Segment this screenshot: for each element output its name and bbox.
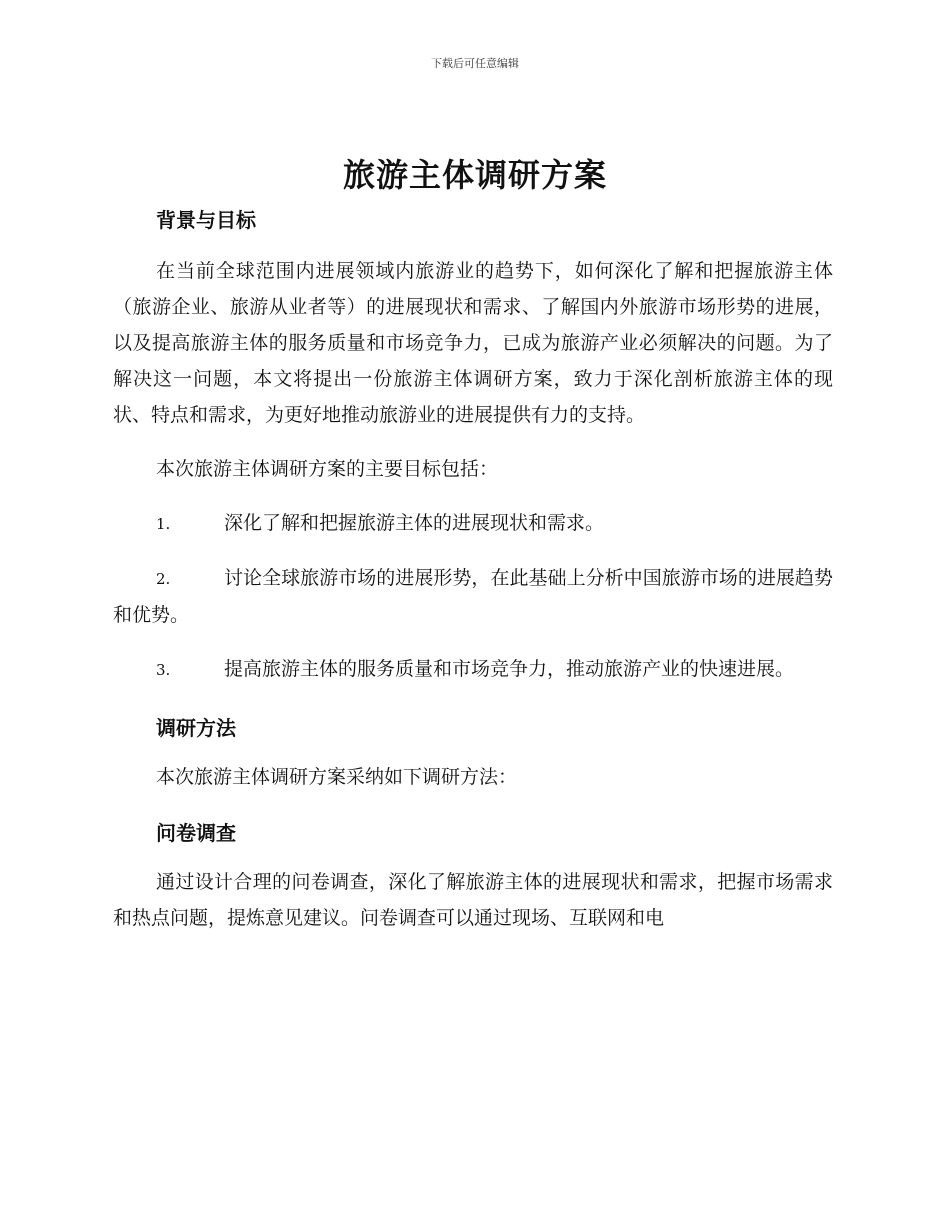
goal-text: 深化了解和把握旅游主体的进展现状和需求。 — [224, 512, 605, 534]
goal-text: 讨论全球旅游市场的进展形势，在此基础上分析中国旅游市场的进展趋势和优势。 — [113, 567, 833, 626]
goal-number: 3. — [156, 661, 171, 679]
section-heading-background: 背景与目标 — [156, 208, 256, 232]
goal-number: 1. — [156, 515, 171, 533]
goals-intro: 本次旅游主体调研方案的主要目标包括： — [156, 458, 499, 480]
document-body — [113, 200, 833, 936]
background-paragraph: 在当前全球范围内进展领域内旅游业的趋势下，如何深化了解和把握旅游主体（旅游企业、旅游从业者等）的进展现状和需求、了解国内外旅游市场形势的进展，以及提高旅游主体的服务质量和市场竞争力，已成为旅游产业必须解决的问题。为了解决这一问题，本文将提出一份旅游主体调研方案，致力于深化剖析旅游主体的现状、特点和需求，为更好地推动旅游业的进展提供有力的支持。 — [113, 260, 833, 426]
method-intro: 本次旅游主体调研方案采纳如下调研方法： — [156, 766, 518, 788]
survey-paragraph: 通过设计合理的问卷调查，深化了解旅游主体的进展现状和需求，把握市场需求和热点问题，提炼意见建议。问卷调查可以通过现场、互联网和电 — [113, 871, 833, 929]
goal-number: 2. — [156, 570, 171, 588]
goal-item — [113, 651, 833, 688]
page-title: 旅游主体调研方案 — [342, 156, 607, 194]
goal-item — [113, 560, 833, 633]
section-heading-survey: 问卷调查 — [156, 821, 236, 845]
header-note: 下载后可任意编辑 — [431, 57, 519, 70]
goal-item — [113, 505, 833, 542]
section-heading-method: 调研方法 — [156, 716, 236, 740]
goal-text: 提高旅游主体的服务质量和市场竞争力，推动旅游产业的快速进展。 — [224, 658, 795, 680]
